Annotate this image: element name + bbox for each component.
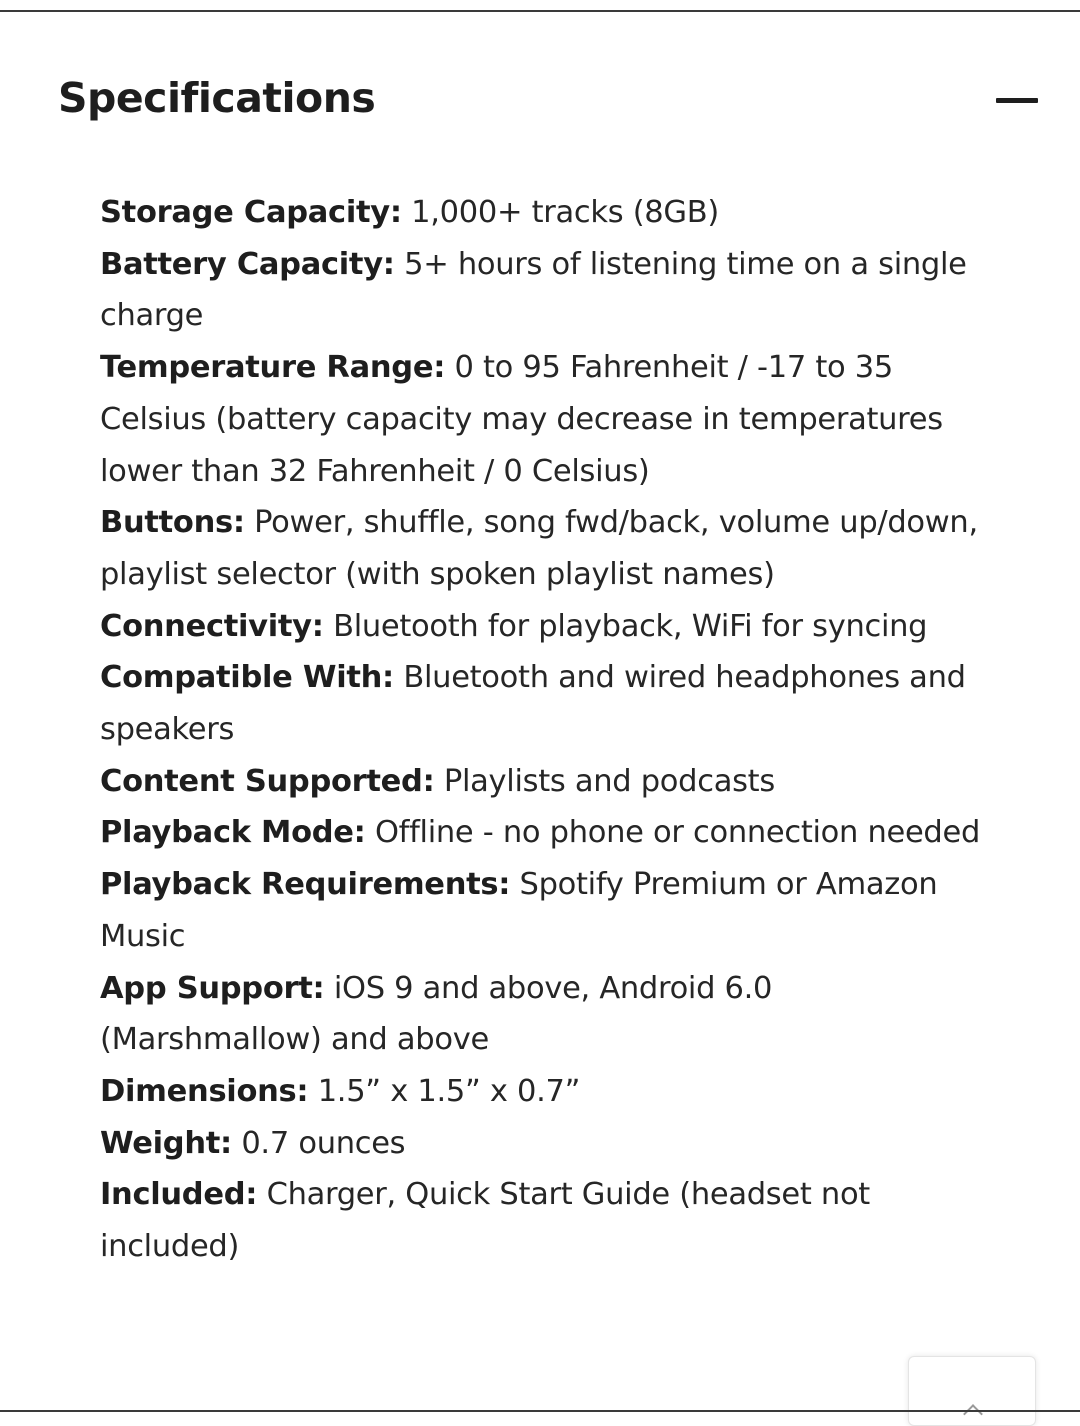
spec-item-temperature-range	[100, 342, 1000, 497]
spec-label: Playback Mode:	[100, 815, 366, 851]
spec-label: Weight:	[100, 1125, 232, 1161]
specifications-accordion-header[interactable]	[0, 60, 1080, 140]
spec-value: 0.7 ounces	[241, 1125, 406, 1161]
spec-value: 0 to 95 Fahrenheit / -17 to 35 Celsius (battery capacity may decrease in temperatures lower than 32 Fahrenheit / 0 Celsius)	[100, 350, 943, 489]
scroll-to-top-button[interactable]	[908, 1356, 1036, 1426]
section-title: Specifications	[58, 74, 376, 122]
spec-label: Battery Capacity:	[100, 246, 395, 282]
spec-item-connectivity	[100, 601, 1000, 653]
spec-value: Power, shuffle, song fwd/back, volume up/down, playlist selector (with spoken playlist names)	[100, 505, 978, 592]
bottom-divider	[0, 1410, 1080, 1412]
spec-item-included	[100, 1169, 1000, 1272]
spec-value: 1,000+ tracks (8GB)	[411, 195, 719, 230]
spec-item-battery-capacity	[100, 239, 1000, 342]
spec-label: Buttons:	[100, 505, 245, 541]
spec-label: Content Supported:	[100, 763, 435, 799]
spec-value: Charger, Quick Start Guide (headset not included)	[100, 1177, 870, 1265]
spec-item-buttons	[100, 497, 1000, 600]
spec-value: Bluetooth and wired headphones and speakers	[100, 660, 966, 748]
top-divider	[0, 10, 1080, 12]
spec-item-compatible-with	[100, 652, 1000, 755]
spec-value: Spotify Premium or Amazon Music	[100, 867, 938, 954]
spec-item-dimensions	[100, 1066, 1000, 1118]
chevron-up-icon	[963, 1404, 983, 1424]
spec-list	[100, 187, 1000, 1273]
collapse-toggle-button[interactable]	[988, 82, 1044, 118]
spec-item-content-supported	[100, 756, 1000, 808]
spec-label: Dimensions:	[100, 1073, 309, 1109]
minus-icon	[996, 98, 1038, 103]
spec-value: 5+ hours of listening time on a single charge	[100, 246, 967, 334]
spec-label: Connectivity:	[100, 608, 324, 644]
spec-label: App Support:	[100, 970, 325, 1006]
spec-value: Bluetooth for playback, WiFi for syncing	[333, 608, 928, 644]
spec-value: iOS 9 and above, Android 6.0 (Marshmallow) and above	[100, 970, 773, 1058]
spec-label: Compatible With:	[100, 660, 394, 696]
spec-label: Playback Requirements:	[100, 867, 511, 903]
spec-value: 1.5” x 1.5” x 0.7”	[317, 1073, 581, 1109]
spec-label: Included:	[100, 1177, 258, 1213]
spec-item-playback-requirements	[100, 859, 1000, 962]
spec-item-playback-mode	[100, 807, 1000, 859]
spec-label: Temperature Range:	[100, 350, 446, 386]
spec-value: Offline - no phone or connection needed	[374, 815, 981, 851]
spec-item-weight	[100, 1118, 1000, 1170]
spec-label: Storage Capacity:	[100, 195, 402, 230]
spec-value: Playlists and podcasts	[443, 763, 775, 799]
spec-item-app-support	[100, 963, 1000, 1066]
spec-item-storage-capacity	[100, 187, 1000, 239]
